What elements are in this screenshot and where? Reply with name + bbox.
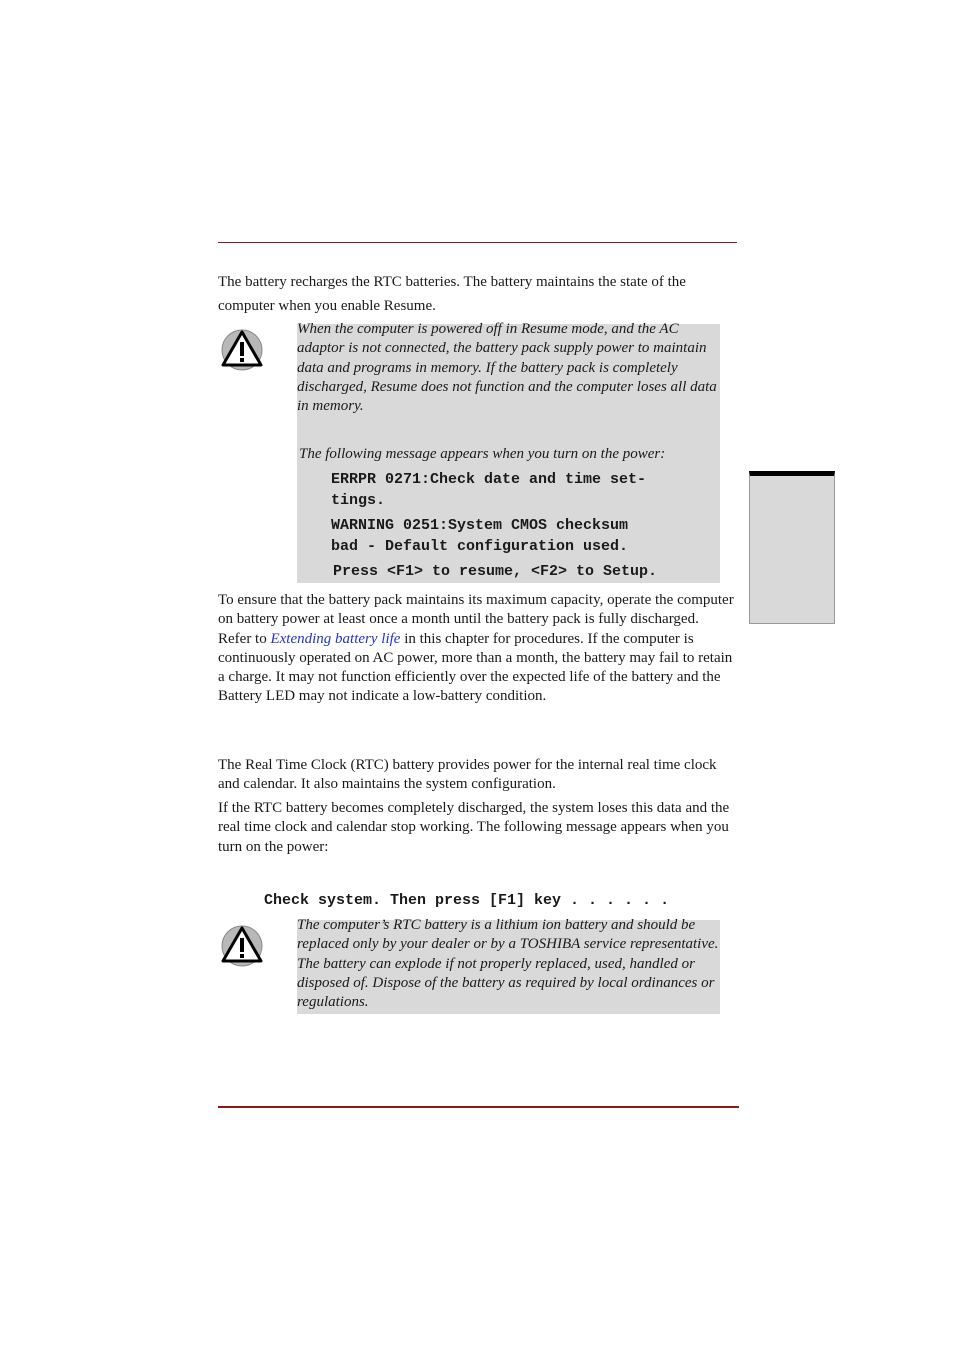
following-message-label: The following message appears when you turn on the power: [299, 446, 666, 462]
intro-line-1: The battery recharges the RTC batteries. The battery maintains the state of the [218, 274, 686, 290]
rtc-paragraph-2: If the RTC battery becomes completely discharged, the system loses this data and the real time clock and calendar stop working. The following message appears when you turn on the power: [218, 800, 730, 855]
intro-paragraph [218, 270, 738, 318]
warning-triangle-icon [220, 328, 264, 372]
error-0271-message [331, 470, 646, 511]
capacity-text-after: in this chapter for procedures. If the computer is continuously operated on AC power, more than a month, the battery may fail to retain a charge. It may not function efficiently over the expected life of the battery and the Battery LED may not indicate a low-battery condition. [218, 630, 733, 705]
header-rule [218, 242, 737, 243]
capacity-paragraph [218, 591, 734, 707]
error-0271-line-1: ERRPR 0271:Check date and time set- [331, 471, 647, 488]
warning-0251-message [331, 516, 628, 557]
check-system-message: Check system. Then press [F1] key . . . . . . [264, 892, 670, 909]
press-f1-message: Press <F1> to resume, <F2> to Setup. [333, 563, 658, 580]
extending-battery-life-link[interactable]: Extending battery life [270, 630, 401, 647]
intro-line-2: computer when you enable Resume. [218, 298, 436, 314]
warning-0251-line-2: bad - Default configuration used. [331, 537, 629, 555]
warning-triangle-icon [220, 924, 264, 968]
capacity-text-before: To ensure that the battery pack maintains its maximum capacity, operate the computer on battery power at least once a month until the battery pack is fully discharged. Refer to [218, 592, 734, 647]
rtc-paragraph-1: The Real Time Clock (RTC) battery provides power for the internal real time clock and calendar. It also maintains the system configuration. [218, 757, 717, 793]
footer-rule [218, 1106, 739, 1108]
error-0271-line-2: tings. [331, 491, 386, 509]
chapter-side-tab [749, 471, 835, 624]
rtc-battery-note-text: The computer’s RTC battery is a lithium ion battery and should be replaced only by your dealer or by a TOSHIBA service representative. The battery can explode if not properly replaced, used, handled or disposed of. Dispose of the battery as required by local ordinances or regulations. [297, 917, 719, 1011]
resume-note-text: When the computer is powered off in Resume mode, and the AC adaptor is not connected, the battery pack supply power to maintain data and programs in memory. If the battery pack is completely discharged, Resume does not function and the computer loses all data in memory. [297, 321, 717, 415]
warning-0251-line-1: WARNING 0251:System CMOS checksum [331, 517, 629, 534]
